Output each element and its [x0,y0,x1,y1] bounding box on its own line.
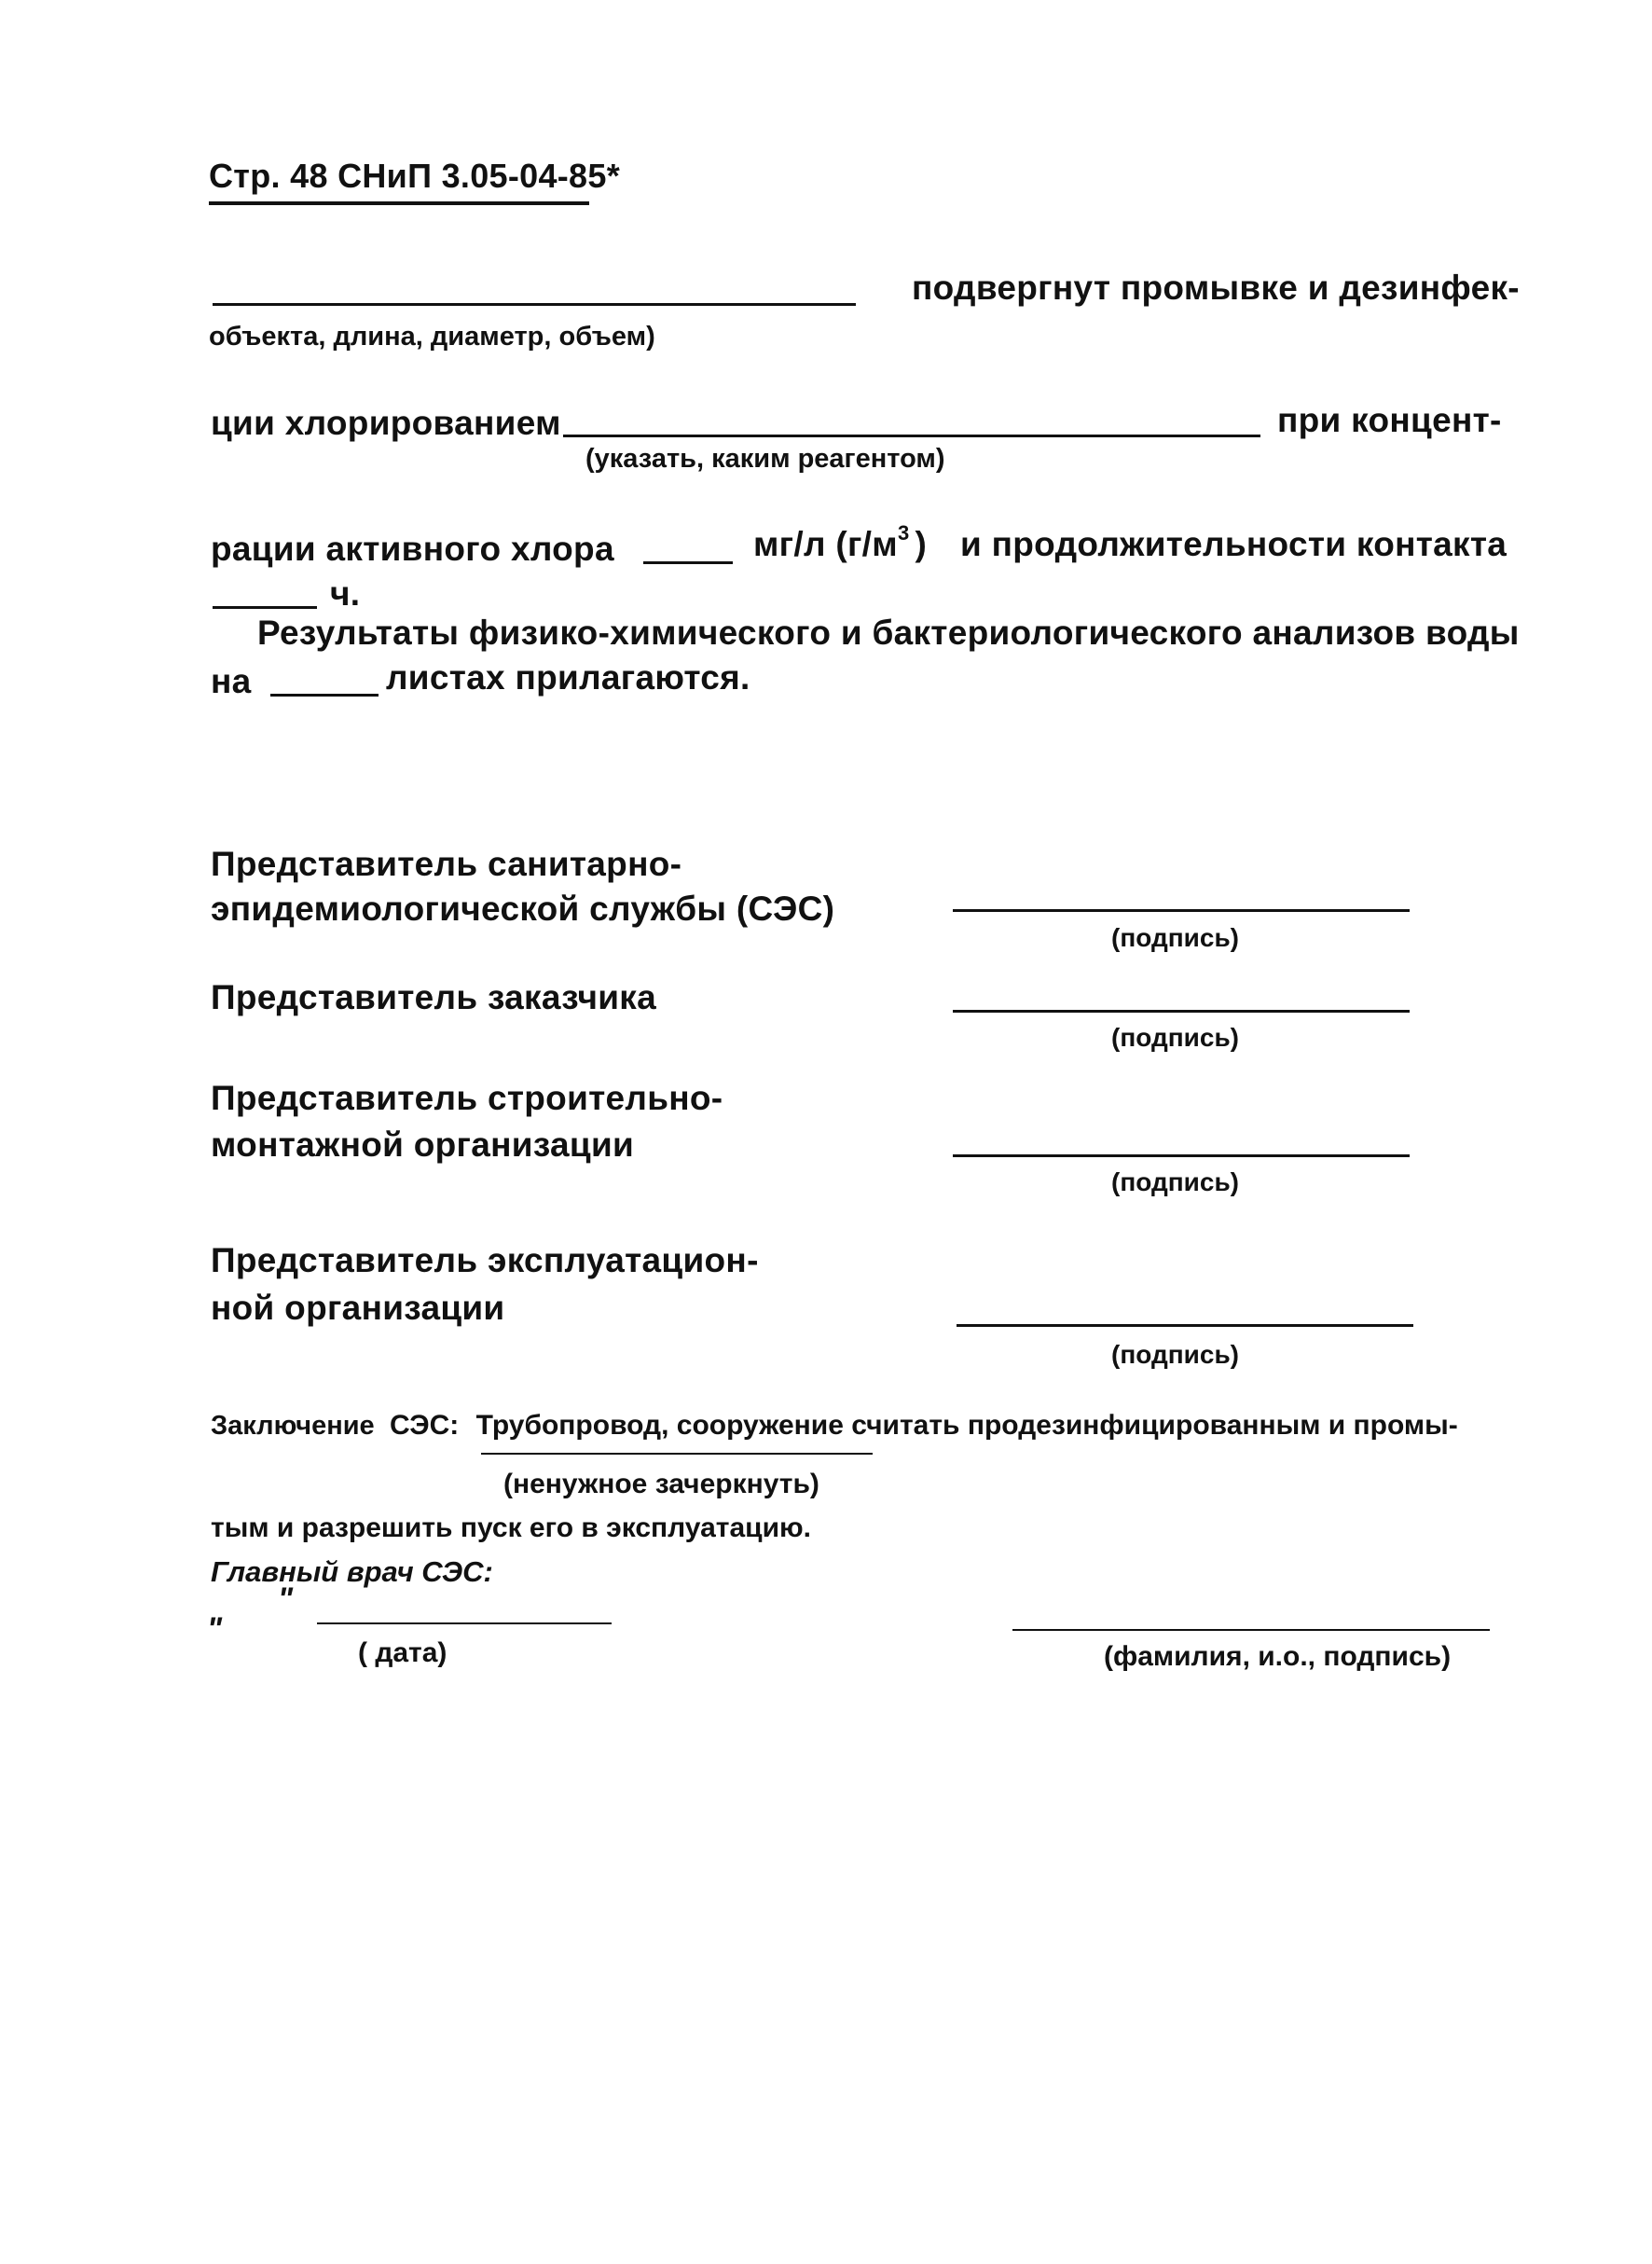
object-blank-line [213,303,856,306]
conclusion-text: Трубопровод, сооружение считать продезинфицированным и промы- [475,1410,1458,1441]
sig1-caption: (подпись) [1111,923,1239,952]
date-caption: ( дата) [358,1637,447,1668]
para1-line2-head: ции хлорированием [211,404,561,442]
contact-time-blank-line [213,606,317,609]
chief-signature-caption: (фамилия, и.о., подпись) [1104,1641,1452,1672]
sig3-caption: (подпись) [1111,1167,1239,1196]
para2-line2-head: на [211,662,252,700]
chief-doctor-label: Главный врач СЭС: [211,1555,493,1588]
para1-line3-unit: мг/л (г/м [753,525,898,563]
chlorine-conc-blank-line [643,561,733,564]
conclusion-text2: тым и разрешить пуск его в эксплуатацию. [211,1512,811,1543]
sheets-count-blank-line [270,694,379,697]
para1-line2-tail: при концент- [1277,401,1502,439]
sig3-line2: монтажной организации [211,1125,635,1164]
chief-signature-line [1012,1629,1490,1631]
para2-line2-tail: листах прилагаются. [386,658,750,697]
para1-line2-caption: (указать, каким реагентом) [585,444,945,474]
para1-line3-unit-group [753,521,928,564]
date-quote-open: " [207,1611,223,1647]
sig2-caption: (подпись) [1111,1023,1239,1052]
sig1-line1: Представитель санитарно- [211,845,682,883]
para1-line4-tail: ч. [330,574,361,613]
sig2-signature-line [953,1010,1410,1013]
conclusion-label: Заключение [211,1411,375,1441]
para1-line1-tail: подвергнут промывке и дезинфек- [912,269,1520,307]
sig3-line1: Представитель строительно- [211,1079,723,1117]
page-reference: Стр. 48 СНиП 3.05-04-85* [209,157,621,195]
sig2-line1: Представитель заказчика [211,978,656,1016]
sig1-line2: эпидемиологической службы (СЭС) [211,890,835,928]
para1-line3-sup: 3 [897,521,910,545]
conclusion-ses: СЭС: [390,1410,460,1441]
sig3-signature-line [953,1154,1410,1157]
sig4-signature-line [957,1324,1413,1327]
sig1-signature-line [953,909,1410,912]
conclusion-underline [481,1453,873,1455]
reagent-blank-line [563,435,1260,437]
para1-line3-unit-close: ) [915,525,928,563]
sig4-line1: Представитель эксплуатацион- [211,1241,759,1279]
para1-line1-caption: объекта, длина, диаметр, объем) [209,322,655,352]
para2-line1: Результаты физико-химического и бактериологического анализов воды [257,614,1520,652]
date-blank-line [317,1622,612,1624]
conclusion-line [211,1410,1458,1442]
date-quote-close: " [278,1581,294,1617]
header-underline [209,201,589,205]
sig4-line2: ной организации [211,1289,505,1327]
para1-line3-tail: и продолжительности контакта [960,525,1507,563]
para1-line3-head: рации активного хлора [211,530,614,568]
sig4-caption: (подпись) [1111,1340,1239,1369]
conclusion-note: (ненужное зачеркнуть) [503,1469,819,1499]
